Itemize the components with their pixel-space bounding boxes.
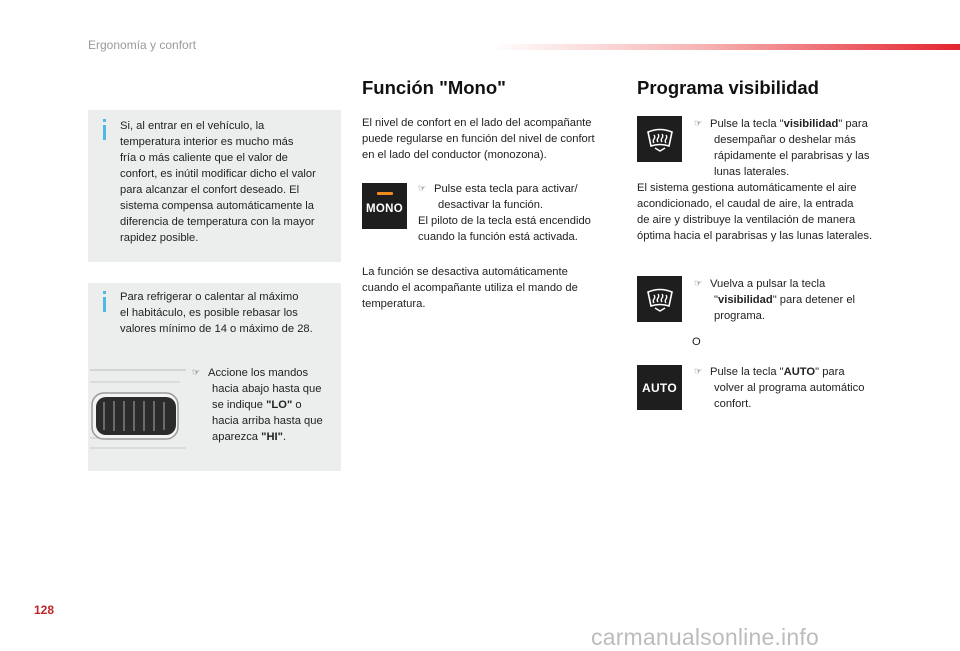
page-number: 128 bbox=[34, 603, 55, 617]
visibility-instruction-1: ☞ Pulse la tecla "visibilidad" para desempañar o deshelar más rápidamente el parabrisas y las lunas laterales. bbox=[694, 115, 894, 180]
mono-intro: El nivel de confort en el lado del acompañante puede regularse en función del nivel de confort en el lado del conductor (monozona). bbox=[362, 117, 595, 161]
visibility-key-2[interactable] bbox=[637, 276, 682, 322]
header-accent-bar bbox=[490, 44, 960, 50]
auto-key-label: AUTO bbox=[642, 380, 677, 395]
mono-instruction: ☞ Pulse esta tecla para activar/ desactivar la función. El piloto de la tecla está encendido cuando la función está activada. bbox=[418, 180, 624, 245]
mono-key-label: MONO bbox=[366, 202, 403, 215]
visibility-key[interactable] bbox=[637, 116, 682, 162]
windshield-defrost-icon bbox=[645, 286, 675, 312]
visibility-description: El sistema gestiona automáticamente el aire acondicionado, el caudal de aire, la entrada de aire y distribuye la ventilación de manera óptima hacia el parabrisas y las lunas laterales. bbox=[637, 182, 873, 242]
or-separator: O bbox=[692, 336, 701, 348]
auto-instruction: ☞ Pulse la tecla "AUTO" para volver al programa automático confort. bbox=[694, 363, 894, 412]
info-note-2: Para refrigerar o calentar al máximo el habitáculo, es posible rebasar los valores mínimo de 14 o máximo de 28. bbox=[120, 291, 313, 335]
bullet-hand-icon: ☞ bbox=[192, 367, 201, 377]
bullet-hand-icon: ☞ bbox=[418, 183, 427, 193]
mono-led-indicator bbox=[377, 192, 393, 195]
info-icon bbox=[103, 297, 106, 312]
section-title: Ergonomía y confort bbox=[88, 38, 197, 52]
temperature-knob-icon bbox=[88, 360, 188, 452]
mono-deactivation-note: La función se desactiva automáticamente cuando el acompañante utiliza el mando de temperatura. bbox=[362, 266, 578, 310]
bullet-hand-icon: ☞ bbox=[694, 366, 703, 376]
mono-title: Función "Mono" bbox=[362, 77, 506, 98]
temperature-control-illustration bbox=[88, 360, 188, 452]
info-icon bbox=[103, 125, 106, 140]
bullet-hand-icon: ☞ bbox=[694, 278, 703, 288]
bullet-hand-icon: ☞ bbox=[694, 118, 703, 128]
knob-instruction: ☞ Accione los mandos hacia abajo hasta que se indique "LO" o hacia arriba hasta que aparezca "HI". bbox=[192, 364, 340, 445]
windshield-defrost-icon bbox=[645, 126, 675, 152]
visibility-title: Programa visibilidad bbox=[637, 77, 819, 98]
info-note-1: Si, al entrar en el vehículo, la temperatura interior es mucho más fría o más caliente que el valor de confort, es inútil modificar dicho el valor para alcanzar el confort deseado. El sistema compensa automáticamente la diferencia de temperatura con la mayor rapidez posible. bbox=[120, 120, 316, 244]
watermark: carmanualsonline.info bbox=[591, 624, 819, 650]
mono-key[interactable] bbox=[362, 183, 407, 229]
visibility-instruction-2: ☞ Vuelva a pulsar la tecla "visibilidad" para detener el programa. bbox=[694, 275, 894, 324]
auto-key[interactable] bbox=[637, 365, 682, 410]
